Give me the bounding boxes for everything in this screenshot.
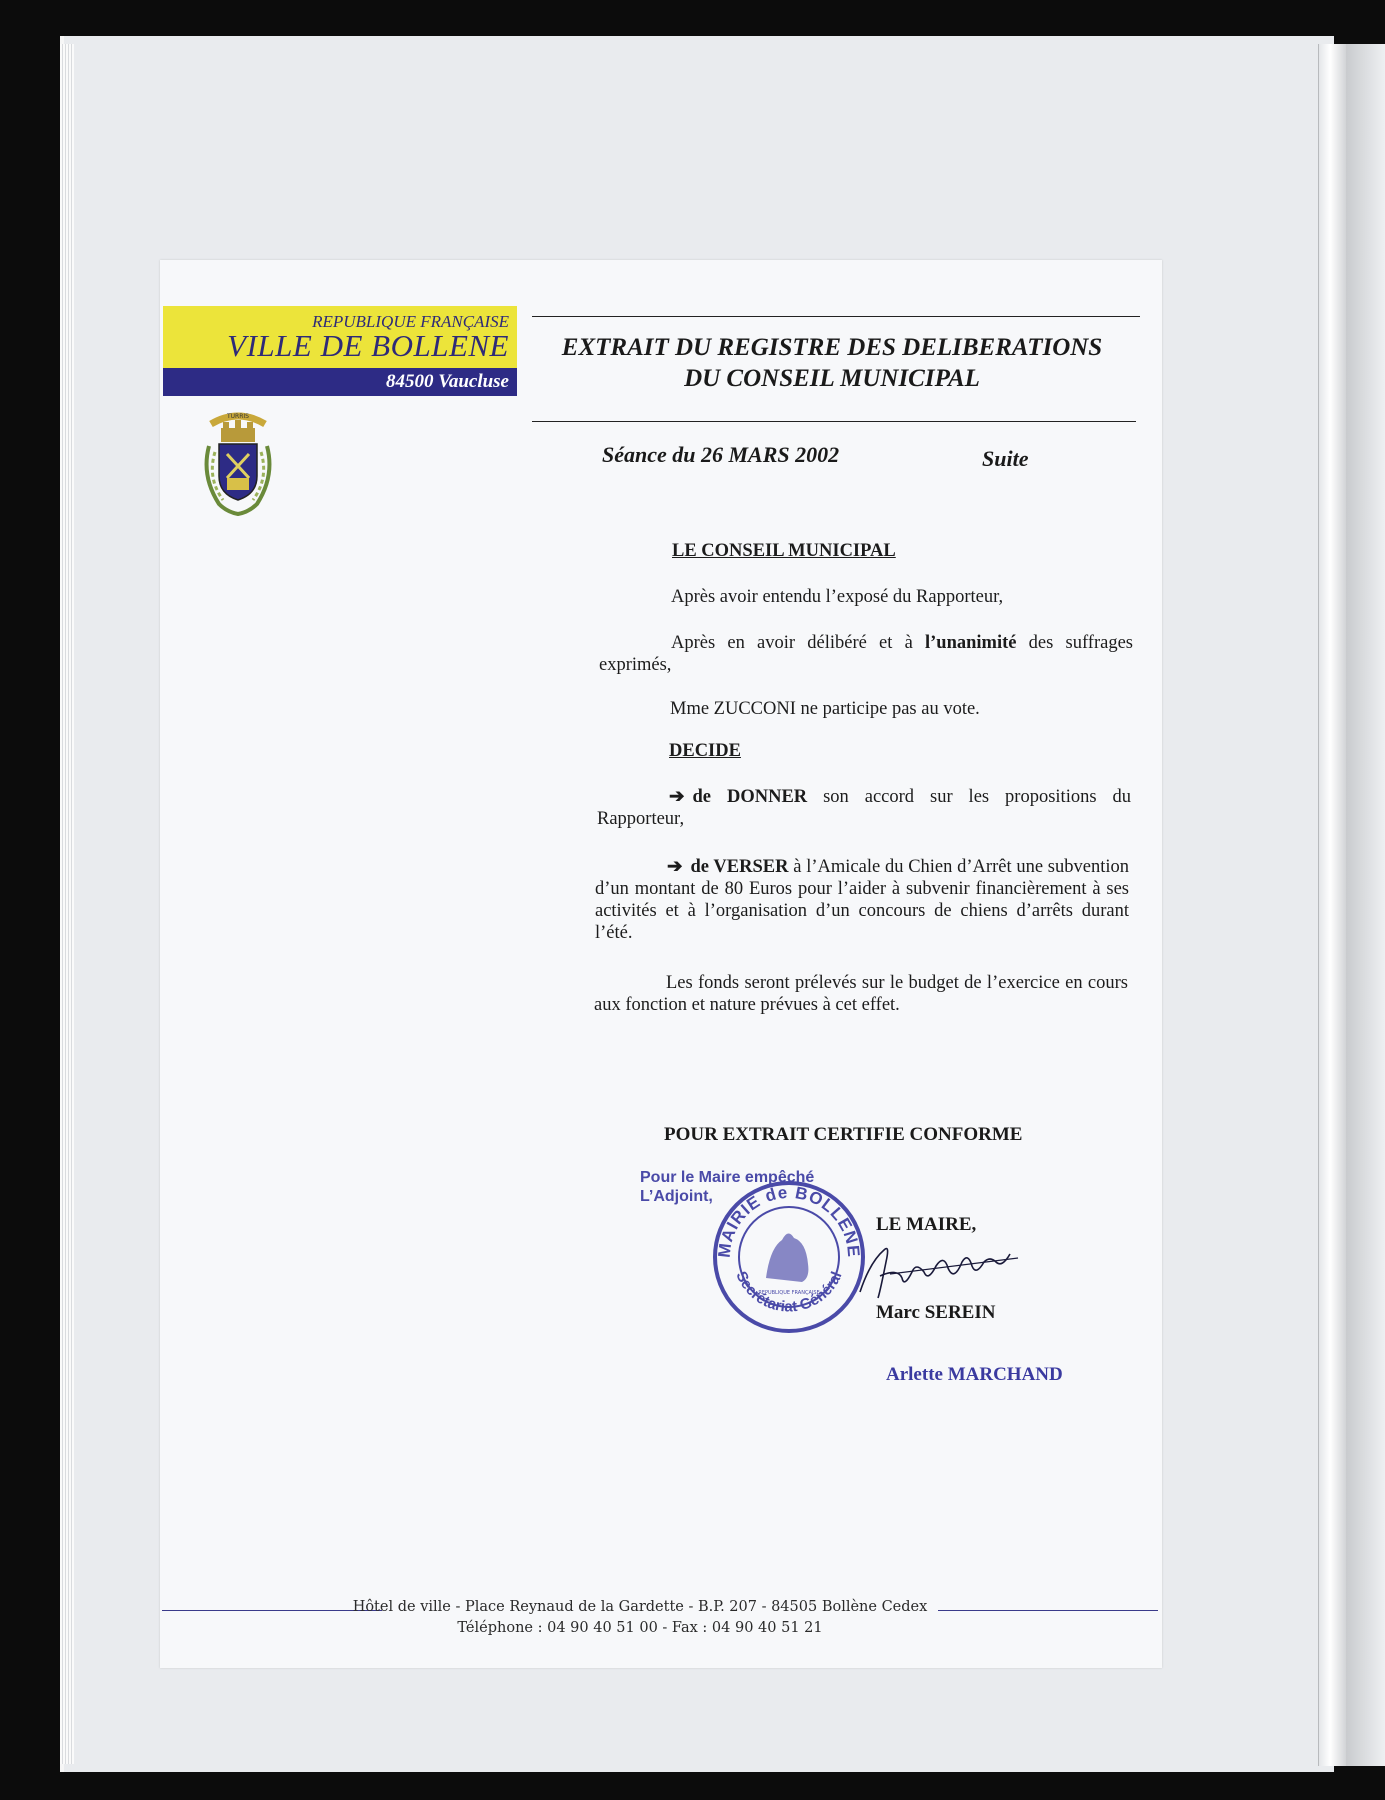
decision-verser xyxy=(595,856,1129,944)
unanimite-before: Après en avoir délibéré et à xyxy=(671,633,925,653)
paragraph-fonds: Les fonds seront prélevés sur le budget de l’exercice en cours aux fonction et nature prévues à cet effet. xyxy=(594,973,1128,1015)
title-rule-bottom xyxy=(532,421,1136,422)
crest-motto: TURRIS xyxy=(227,413,249,420)
verser-bold: de VERSER xyxy=(690,857,789,877)
seal-bottom-text: Secrétariat Général xyxy=(732,1268,846,1316)
logo-blue-band xyxy=(163,368,517,396)
suite-label: Suite xyxy=(982,446,1029,471)
footer-rule-right xyxy=(938,1610,1158,1611)
maire-name: Marc SEREIN xyxy=(876,1302,996,1323)
mairie-seal-icon xyxy=(710,1178,868,1336)
next-page-strip xyxy=(1346,44,1385,1766)
page-fold xyxy=(1318,44,1347,1766)
paragraph-rapporteur: Après avoir entendu l’exposé du Rapporteur, xyxy=(671,587,1004,607)
paragraph-zucconi: Mme ZUCCONI ne participe pas au vote. xyxy=(670,699,980,719)
footer-phone: Téléphone : 04 90 40 51 00 - Fax : 04 90 40 51 21 xyxy=(457,1620,823,1636)
certif-conforme: POUR EXTRAIT CERTIFIE CONFORME xyxy=(664,1124,1023,1145)
verser-rest: à l’Amicale du Chien d’Arrêt une subvention d’un montant de 80 Euros pour l’aider à subvenir financièrement à ses activités et à l’organisation d’un concours de chiens d’arrêts durant l’été. xyxy=(595,857,1130,943)
unanimite-after: des suffrages exprimés, xyxy=(599,633,1133,675)
paragraph-unanimite xyxy=(599,632,1133,676)
footer-address: Hôtel de ville - Place Reynaud de la Gardette - B.P. 207 - 84505 Bollène Cedex xyxy=(352,1599,928,1615)
logo-yellow-band xyxy=(163,306,517,368)
le-maire-label: LE MAIRE, xyxy=(876,1214,977,1235)
handwritten-signature-icon xyxy=(850,1232,1025,1302)
title-line-1: EXTRAIT DU REGISTRE DES DELIBERATIONS xyxy=(561,334,1103,361)
coat-of-arms-icon xyxy=(197,406,279,518)
donner-bold: de DONNER xyxy=(692,787,808,807)
logo-republique: REPUBLIQUE FRANÇAISE xyxy=(312,312,509,331)
logo-departement: 84500 Vaucluse xyxy=(386,371,509,392)
adjoint-stamp-line-2: L’Adjoint, xyxy=(640,1188,713,1205)
adjoint-stamp-line-1: Pour le Maire empêché xyxy=(640,1169,815,1186)
decide-heading: DECIDE xyxy=(669,741,741,761)
seal-center-text: REPUBLIQUE FRANÇAISE xyxy=(758,1290,820,1296)
adjoint-name: Arlette MARCHAND xyxy=(886,1364,1063,1385)
title-rule-top xyxy=(532,316,1140,317)
seance-date: Séance du 26 MARS 2002 xyxy=(602,442,840,467)
arrow-icon: ➔ xyxy=(667,857,683,877)
album-page-edges xyxy=(60,44,74,1764)
unanimite-bold: l’unanimité xyxy=(924,633,1017,653)
logo-ville: VILLE DE BOLLENE xyxy=(227,328,509,363)
seal-top-text: MAIRIE de BOLLENE xyxy=(714,1182,864,1259)
council-heading: LE CONSEIL MUNICIPAL xyxy=(672,541,896,561)
decision-donner xyxy=(597,786,1131,830)
arrow-icon: ➔ xyxy=(669,787,685,807)
title-line-2: DU CONSEIL MUNICIPAL xyxy=(684,365,980,392)
document-title xyxy=(532,332,1132,394)
city-logo xyxy=(163,306,517,396)
donner-rest: son accord sur les propositions du Rapporteur, xyxy=(597,787,1131,829)
